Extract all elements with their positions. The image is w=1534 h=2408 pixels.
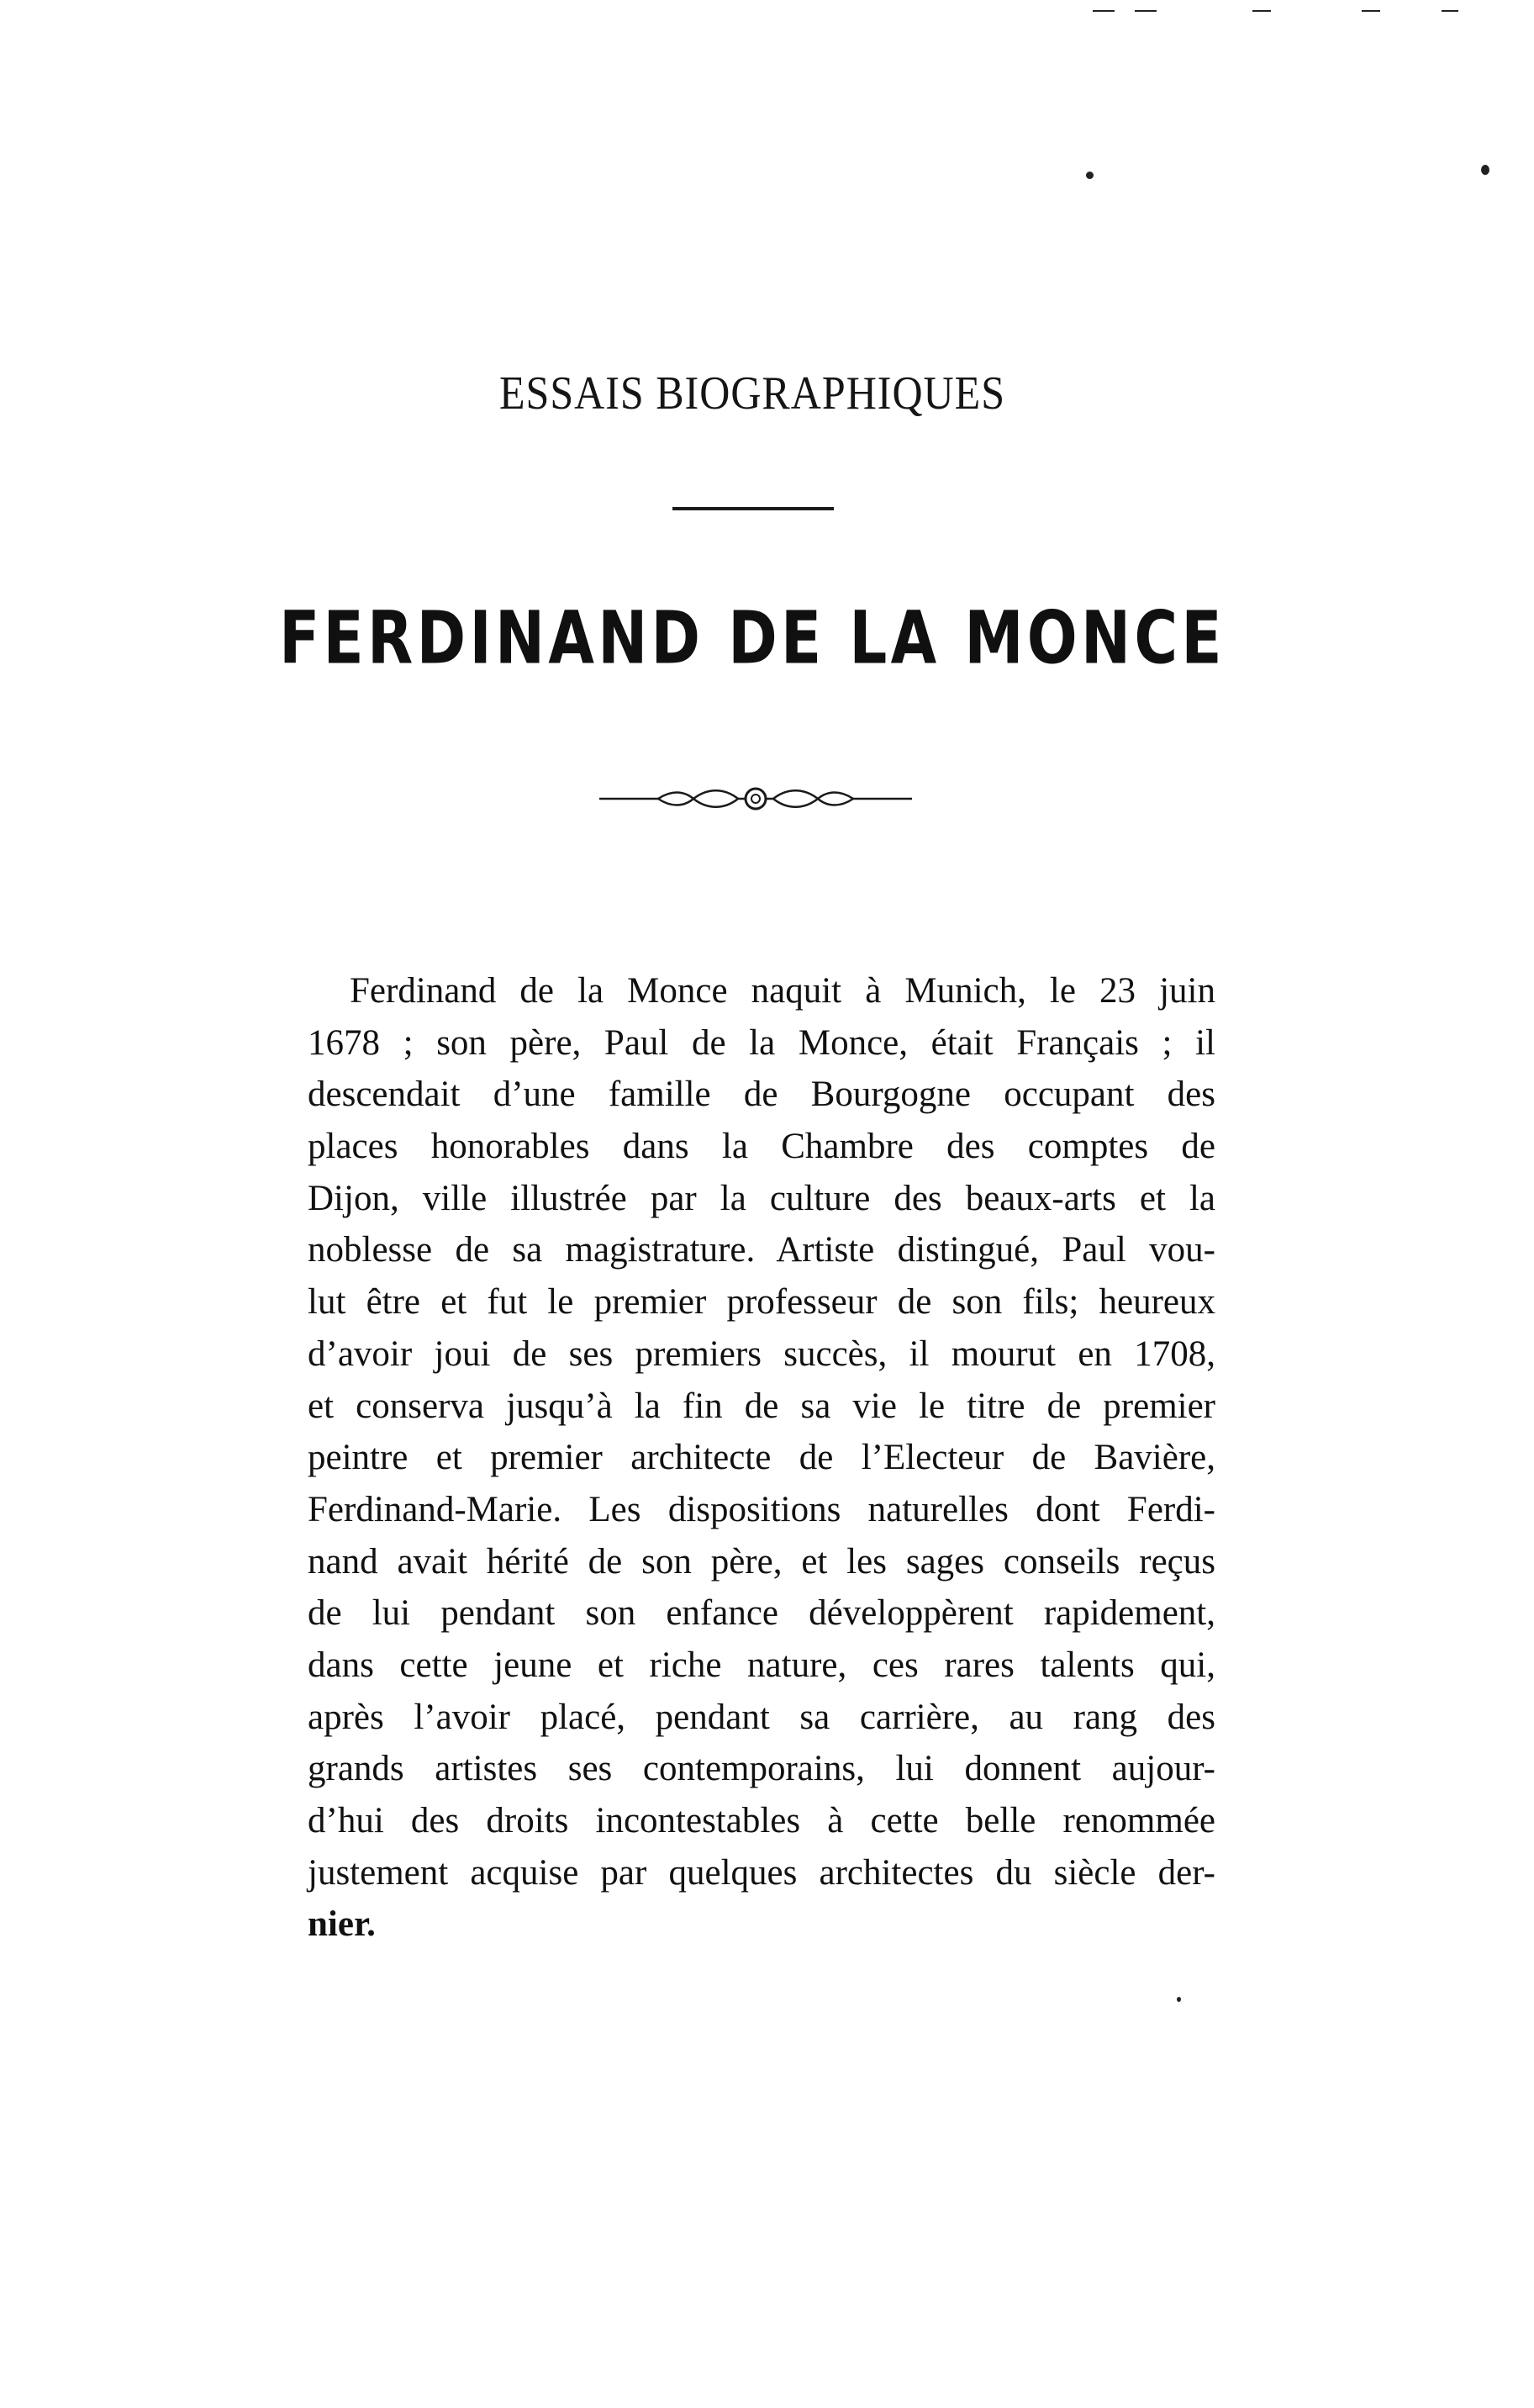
paragraph-line: justement acquise par quelques architectes du siècle der- [308, 1852, 1215, 1893]
page-title: FERDINAND DE LA MONCE [279, 596, 1226, 681]
paragraph-line: Ferdinand-Marie. Les dispositions naturelles dont Ferdi- [308, 1489, 1215, 1529]
scan-speck [1362, 10, 1380, 12]
scan-speck [1442, 10, 1458, 12]
scan-speck [1177, 1997, 1181, 2002]
biography-paragraph [308, 965, 1215, 1951]
scan-speck [1086, 172, 1094, 179]
scan-speck [1093, 10, 1115, 12]
paragraph-line: noblesse de sa magistrature. Artiste distingué, Paul vou- [308, 1230, 1215, 1270]
paragraph-line: d’avoir joui de ses premiers succès, il mourut en 1708, [308, 1333, 1215, 1374]
paragraph-line: d’hui des droits incontestables à cette belle renommée [308, 1801, 1215, 1840]
paragraph-line: descendait d’une famille de Bourgogne occupant des [308, 1075, 1215, 1115]
scan-speck [1481, 165, 1489, 175]
paragraph-line: nier. [308, 1904, 376, 1945]
paragraph-line: Ferdinand de la Monce naquit à Munich, le 23 juin [350, 971, 1215, 1011]
paragraph-line: peintre et premier architecte de l’Electeur de Bavière, [308, 1438, 1215, 1478]
paragraph-line: grands artistes ses contemporains, lui donnent aujour- [308, 1749, 1215, 1789]
paragraph-line: et conserva jusqu’à la fin de sa vie le titre de premier [308, 1386, 1215, 1426]
paragraph-line: 1678 ; son père, Paul de la Monce, était Français ; il [308, 1022, 1215, 1063]
section-heading: ESSAIS BIOGRAPHIQUES [498, 366, 1006, 420]
paragraph-line: nand avait hérité de son père, et les sages conseils reçus [308, 1541, 1215, 1582]
paragraph-line: après l’avoir placé, pendant sa carrière, au rang des [308, 1697, 1215, 1737]
paragraph-line: lut être et fut le premier professeur de son fils; heureux [308, 1282, 1215, 1323]
heading-divider-rule [672, 507, 834, 510]
scan-speck [1252, 10, 1271, 12]
paragraph-line: de lui pendant son enfance développèrent rapidement, [308, 1593, 1215, 1634]
paragraph-line: places honorables dans la Chambre des comptes de [308, 1127, 1215, 1167]
paragraph-line: Dijon, ville illustrée par la culture des beaux-arts et la [308, 1178, 1215, 1218]
paragraph-line: dans cette jeune et riche nature, ces rares talents qui, [308, 1645, 1215, 1685]
decorative-flourish-icon [599, 782, 912, 816]
scan-speck [1135, 10, 1157, 12]
